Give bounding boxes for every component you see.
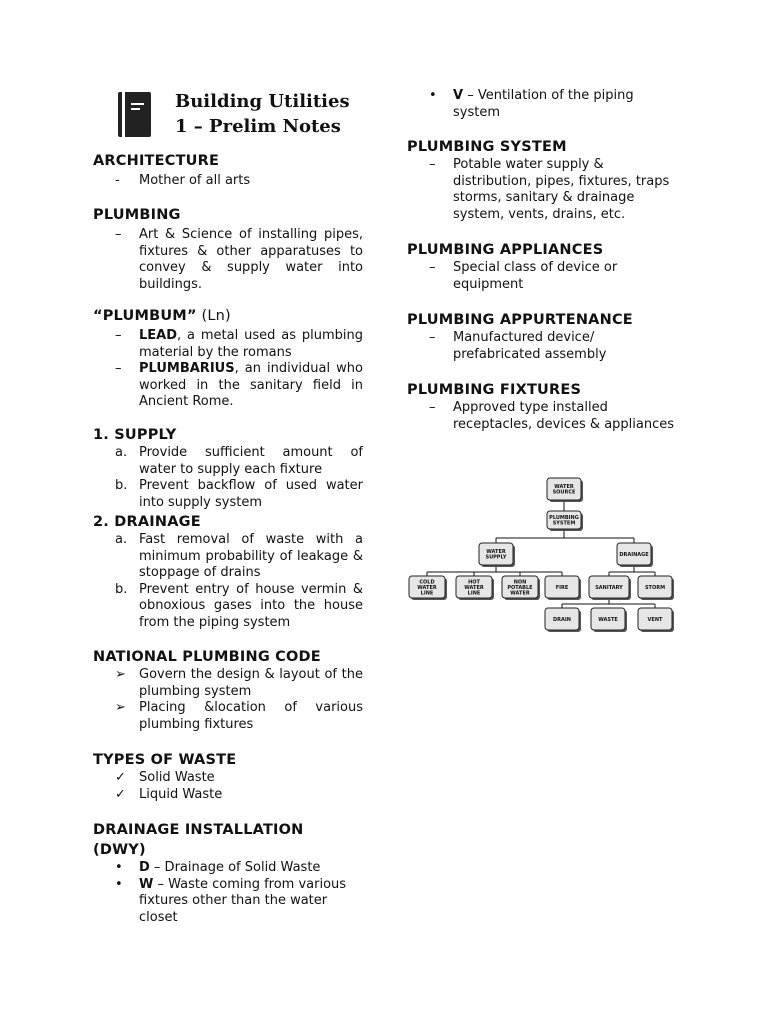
diagram-node-plumbing-system xyxy=(547,511,583,531)
diagram-node-label: LINE xyxy=(420,590,434,597)
diagram-node-label: STORM xyxy=(644,584,666,591)
section-national-plumbing-code xyxy=(93,647,363,733)
diagram-node-hot-water-line xyxy=(456,576,494,600)
list-item: b. Prevent entry of house vermin & obnoxious gases into the house from the piping system xyxy=(115,581,363,630)
diagram-node-cold-water-line xyxy=(409,576,447,600)
diagram-node-label: SUPPLY xyxy=(485,554,507,561)
section-architecture xyxy=(93,151,363,190)
list-item: • W – Waste coming from various fixtures other than the water closet xyxy=(115,876,347,925)
section-heading: 2. DRAINAGE xyxy=(93,514,201,530)
section-heading: PLUMBING APPLIANCES xyxy=(407,242,604,258)
section-heading: NATIONAL PLUMBING CODE xyxy=(93,649,321,665)
section-plumbum xyxy=(93,306,363,411)
section-drainage xyxy=(93,512,363,631)
list-item: – Manufactured device/ prefabricated assembly xyxy=(429,330,607,362)
diagram-node-label: FIRE xyxy=(555,584,569,591)
diagram-node-label: SYSTEM xyxy=(552,520,576,527)
section-heading: DRAINAGE INSTALLATION (DWY) xyxy=(93,822,304,858)
diagram-node-non-potable-water xyxy=(502,576,540,600)
section-heading: TYPES OF WASTE xyxy=(93,752,237,768)
section-plumbing xyxy=(93,205,363,293)
diagram-node-label: WASTE xyxy=(598,616,618,623)
list-item: b. Prevent backflow of used water into supply system xyxy=(115,478,363,510)
list-item: – Special class of device or equipment xyxy=(429,260,618,292)
diagram-node-water-source xyxy=(547,478,583,502)
section-heading: ARCHITECTURE xyxy=(93,153,220,169)
diagram-node-storm xyxy=(638,576,674,600)
list-item: • V – Ventilation of the piping system xyxy=(429,88,634,120)
diagram-node-label: HOT xyxy=(468,579,480,586)
list-item: – Potable water supply & distribution, pipes, fixtures, traps storms, sanitary & drainage system, vents, drains, etc. xyxy=(429,157,670,222)
diagram-node-label: DRAIN xyxy=(553,616,571,623)
page-title: Building Utilities 1 – Prelim Notes xyxy=(175,91,350,137)
diagram-node-label: PLUMBING xyxy=(549,515,579,522)
list-item: ➢ Placing &location of various plumbing fixtures xyxy=(115,700,363,732)
section-dwy-continued xyxy=(407,88,677,121)
diagram-node-label: WATER xyxy=(417,584,437,591)
list-item: ✓ Liquid Waste xyxy=(115,786,223,802)
section-drainage-installation xyxy=(93,820,363,926)
section-heading: PLUMBING APPURTENANCE xyxy=(407,312,633,328)
diagram-node-label: WATER xyxy=(554,484,574,491)
section-plumbing-fixtures xyxy=(407,380,677,433)
list-item: a. Provide sufficient amount of water to supply each fixture xyxy=(115,445,363,477)
list-item: • D – Drainage of Solid Waste xyxy=(115,860,321,875)
diagram-node-waste xyxy=(591,608,627,632)
list-item: - Mother of all arts xyxy=(115,173,251,188)
list-item: – Approved type installed receptacles, devices & appliances xyxy=(429,400,675,432)
section-heading: PLUMBING SYSTEM xyxy=(407,139,567,155)
diagram-node-label: WATER xyxy=(486,549,506,556)
diagram-node-label: VENT xyxy=(647,616,663,623)
diagram-node-label: DRAINAGE xyxy=(619,551,649,558)
list-item: a. Fast removal of waste with a minimum probability of leakage & stoppage of drains xyxy=(115,532,363,580)
diagram-node-label: WATER xyxy=(510,590,530,597)
section-supply xyxy=(93,425,363,511)
section-heading: “PLUMBUM” (Ln) xyxy=(93,308,231,324)
section-heading: PLUMBING FIXTURES xyxy=(407,382,582,398)
diagram-node-fire xyxy=(545,576,581,600)
section-plumbing-appurtenance xyxy=(407,310,677,363)
list-item: ➢ Govern the design & layout of the plumbing system xyxy=(115,667,363,699)
section-heading: 1. SUPPLY xyxy=(93,427,177,443)
diagram-node-vent xyxy=(638,608,674,632)
diagram-node-label: COLD xyxy=(419,579,435,586)
list-item: – PLUMBARIUS, an individual who worked in the sanitary field in Ancient Rome. xyxy=(115,361,363,409)
section-types-of-waste xyxy=(93,750,363,803)
list-item: – LEAD, a metal used as plumbing material by the romans xyxy=(115,328,363,360)
diagram-node-label: WATER xyxy=(464,584,484,591)
diagram-node-label: LINE xyxy=(467,590,481,597)
list-item: ✓ Solid Waste xyxy=(115,770,215,785)
plumbing-system-diagram xyxy=(402,470,682,640)
section-plumbing-system xyxy=(407,137,677,223)
book-icon xyxy=(118,92,151,137)
diagram-node-label: NON xyxy=(513,579,527,586)
diagram-node-label: SANITARY xyxy=(595,584,623,591)
diagram-node-label: SOURCE xyxy=(552,489,576,496)
diagram-node-drainage xyxy=(617,543,653,567)
diagram-node-water-supply xyxy=(479,543,515,567)
list-item: – Art & Science of installing pipes, fixtures & other apparatuses to convey & supply water into buildings. xyxy=(115,227,363,292)
section-heading: PLUMBING xyxy=(93,207,181,223)
diagram-node-label: POTABLE xyxy=(507,584,533,591)
diagram-node-drain xyxy=(545,608,581,632)
section-plumbing-appliances xyxy=(407,240,677,293)
diagram-node-sanitary xyxy=(589,576,631,600)
